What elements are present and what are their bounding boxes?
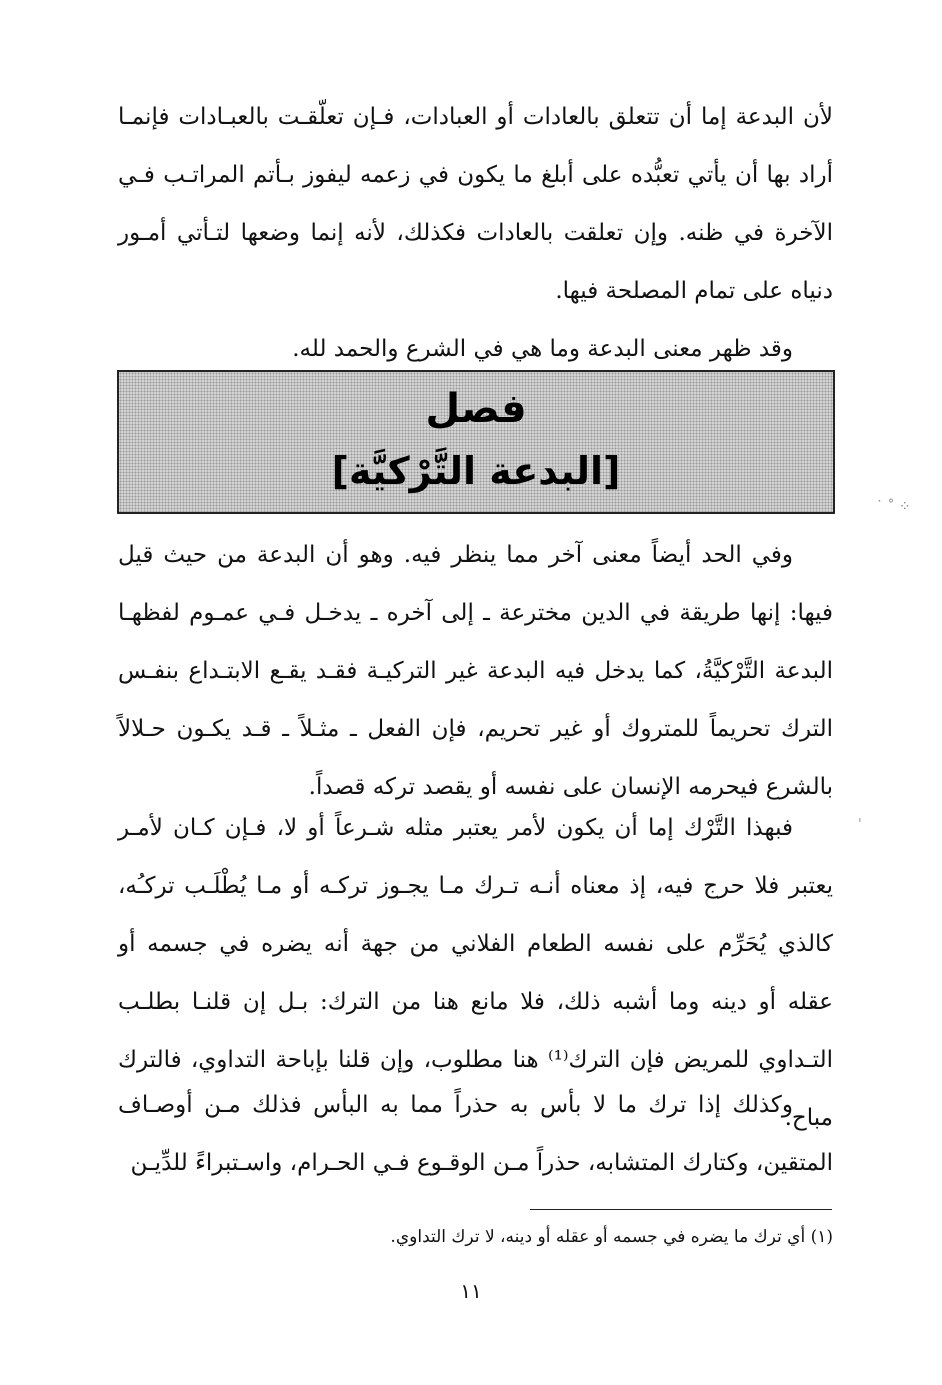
scan-noise-mark: ˙ ˚ ⁘	[876, 499, 911, 515]
paragraph: وكذلك إذا ترك ما لا بأس به حذراً مما به البأس فذلك مـن أوصـاف المتقين، وكتارك المتشابه، حذراً مـن الوقـوع فـي الحـرام، واسـتبراءً للدِّيـن	[118, 1092, 833, 1176]
body-text-middle	[118, 526, 833, 816]
section-heading-box	[117, 370, 835, 514]
scan-noise-mark: ˈ	[858, 817, 862, 833]
paragraph: وقد ظهر معنى البدعة وما هي في الشرع والحمد لله.	[292, 336, 793, 362]
page-number: ١١	[460, 1279, 482, 1303]
paragraph: فبهذا التَّرْك إما أن يكون لأمر يعتبر مثله شـرعاً أو لا، فـإن كـان لأمـر يعتبر فلا حرج فيه، إذ معناه أنـه تـرك مـا يجـوز تركـه أو مـا يُطْلَـب تركـُه، كالذي يُحَرِّم على نفسه الطعام الفلاني من جهة أنه يضره في جسمه أو عقله أو دينه وما أشبه ذلك، فلا مانع هنا من الترك: بـل إن قلنـا بطلـب التـداوي للمريض فإن الترك⁽¹⁾ هنا مطلوب، وإن قلنا بإباحة التداوي، فالترك مباح.	[118, 815, 833, 1131]
body-text-top	[118, 88, 833, 378]
section-subtitle: [البدعة التَّرْكيَّة]	[331, 449, 621, 493]
footnote: (١) أي ترك ما يضره في جسمه أو عقله أو دينه، لا ترك التداوي.	[390, 1227, 833, 1247]
footnote-separator	[530, 1209, 832, 1210]
paragraph: وفي الحد أيضاً معنى آخر مما ينظر فيه. وهو أن البدعة من حيث قيل فيها: إنها طريقة في الدين مخترعة ـ إلى آخره ـ يدخـل فـي عمـوم لفظهـا البدعة التَّرْكيَّةُ، كما يدخل فيه البدعة غير التركيـة فقـد يقـع الابتـداع بنفـس الترك تحريماً للمتروك أو غير تحريم، فإن الفعل ـ مثـلاً ـ قـد يكـون حـلالاً بالشرع فيحرمه الإنسان على نفسه أو يقصد تركه قصداً.	[118, 542, 833, 800]
paragraph: لأن البدعة إما أن تتعلق بالعادات أو العبادات، فـإن تعلّقـت بالعبـادات فإنمـا أراد بها أن يأتي تعبُّده على أبلغ ما يكون في زعمه ليفوز بـأتم المراتـب فـي الآخرة في ظنه. وإن تعلقت بالعادات فكذلك، لأنه إنما وضعها لتـأتي أمـور دنياه على تمام المصلحة فيها.	[118, 104, 833, 304]
section-title: فصل	[425, 386, 527, 432]
body-text-bottom	[118, 1076, 833, 1192]
